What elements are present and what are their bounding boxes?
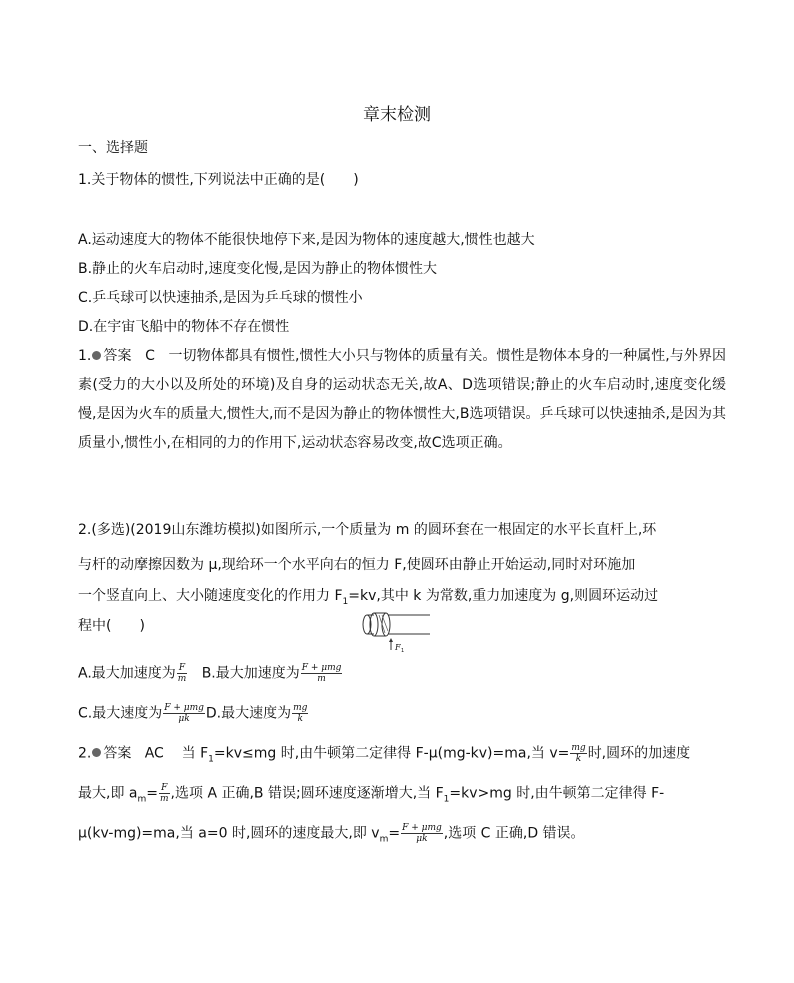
fraction-denominator: k <box>297 714 303 724</box>
q2-solution-subscript: 1 <box>208 754 214 765</box>
fraction-numerator: F + μmg <box>402 823 442 833</box>
q2-solution-text: = <box>388 825 401 842</box>
q2-solution-subscript: m <box>379 834 389 845</box>
q2-stem-subscript: 1 <box>342 596 349 607</box>
q2-option-c: C.最大速度为 <box>78 705 163 722</box>
q2-solution-text: 最大,即 a <box>78 785 138 802</box>
q2-solution-text: ,选项 A 正确,B 错误;圆环速度逐渐增大,当 F <box>170 785 444 802</box>
fraction-denominator: μk <box>416 834 428 844</box>
fraction-numerator: F + μmg <box>301 663 342 673</box>
q2-options-row-2 <box>78 703 309 724</box>
fraction-denominator: m <box>177 674 187 684</box>
q2-solution-text: 当 F <box>181 745 209 762</box>
force-label-subscript: 1 <box>401 648 405 654</box>
q2-answer-line-3 <box>78 823 585 849</box>
q2-solution-text: 时,圆环的加速度 <box>587 745 691 762</box>
q2-stem-line-4: 程中( ) <box>78 618 145 634</box>
q2-stem-text: =kv,其中 k 为常数,重力加速度为 g,则圆环运动过 <box>348 588 659 604</box>
q2-solution-text: μ(kv-mg)=ma,当 a=0 时,圆环的速度最大,即 v <box>78 825 380 842</box>
q2-answer-line-2 <box>78 783 664 809</box>
fraction <box>177 663 188 684</box>
fraction <box>570 743 586 764</box>
ring-on-rod-figure <box>358 610 434 660</box>
q1-explanation: 一切物体都具有惯性,惯性大小只与物体的质量有关。惯性是物体本身的一种属性,与外界因素(受力的大小以及所处的环境)及自身的运动状态无关,故A、D选项错误;静止的火车启动时,速度变化缓慢,是因为火车的质量大,惯性大,而不是因为静止的物体惯性大,B选项错误。乒乓球可以快速抽杀,是因为其质量小,惯性小,在相同的力的作用下,运动状态容易改变,故C选项正确。 <box>78 348 727 451</box>
force-label: F <box>395 643 401 652</box>
q2-answer-number: 2. <box>78 745 92 762</box>
q2-answer-key: AC <box>144 745 164 762</box>
q1-option-c: C.乒乓球可以快速抽杀,是因为乒乓球的惯性小 <box>78 290 363 306</box>
q2-option-a: A.最大加速度为 <box>78 665 176 682</box>
q2-solution-text: =kv≤mg 时,由牛顿第二定律得 F-μ(mg-kv)=ma,当 v= <box>213 745 570 762</box>
section-heading: 一、选择题 <box>78 140 148 156</box>
q1-answer-number: 1. <box>78 348 92 364</box>
q2-answer-line-1 <box>78 743 690 769</box>
q1-answer <box>78 342 726 458</box>
q2-options-row-1 <box>78 663 343 684</box>
q1-answer-label: 答案 <box>103 348 132 364</box>
q2-solution-subscript: m <box>137 794 147 805</box>
q1-option-a: A.运动速度大的物体不能很快地停下来,是因为物体的速度越大,惯性也越大 <box>78 232 535 248</box>
q2-solution-text: =kv>mg 时,由牛顿第二定律得 F- <box>449 785 665 802</box>
q2-solution-text: = <box>146 785 158 802</box>
fraction-denominator: m <box>160 794 169 804</box>
fraction <box>159 783 170 804</box>
q2-solution-text: ,选项 C 正确,D 错误。 <box>443 825 585 842</box>
page-title: 章末检测 <box>363 105 431 125</box>
q2-solution-subscript: 1 <box>443 794 450 805</box>
answer-badge-icon <box>92 748 101 757</box>
q2-stem-line-3 <box>78 586 658 612</box>
fraction-denominator: k <box>575 754 582 764</box>
answer-badge-icon <box>92 351 101 360</box>
fraction-numerator: F <box>159 783 170 794</box>
q1-option-d: D.在宇宙飞船中的物体不存在惯性 <box>78 319 290 335</box>
fraction-numerator: mg <box>571 743 586 753</box>
fraction-denominator: m <box>317 674 326 684</box>
fraction-numerator: F + μmg <box>164 703 204 713</box>
q1-answer-key: C <box>145 348 155 364</box>
fraction-numerator: mg <box>293 703 308 713</box>
fraction <box>163 703 205 724</box>
q2-stem-line-1: 2.(多选)(2019山东潍坊模拟)如图所示,一个质量为 m 的圆环套在一根固定的水平长直杆上,环 <box>78 522 657 538</box>
fraction <box>292 703 308 724</box>
q2-answer-label: 答案 <box>103 745 132 762</box>
fraction-denominator: μk <box>178 714 190 724</box>
q1-stem: 1.关于物体的惯性,下列说法中正确的是( ) <box>78 172 359 188</box>
q2-stem-text: 一个竖直向上、大小随速度变化的作用力 F <box>78 588 343 604</box>
fraction-numerator: F <box>177 663 188 674</box>
q2-stem-line-2: 与杆的动摩擦因数为 μ,现给环一个水平向右的恒力 F,使圆环由静止开始运动,同时对环施加 <box>78 557 636 573</box>
q2-option-d: D.最大速度为 <box>205 705 292 722</box>
q1-option-b: B.静止的火车启动时,速度变化慢,是因为静止的物体惯性大 <box>78 261 437 277</box>
fraction <box>301 663 343 684</box>
fraction <box>401 823 443 844</box>
q2-option-b: B.最大加速度为 <box>201 665 300 682</box>
